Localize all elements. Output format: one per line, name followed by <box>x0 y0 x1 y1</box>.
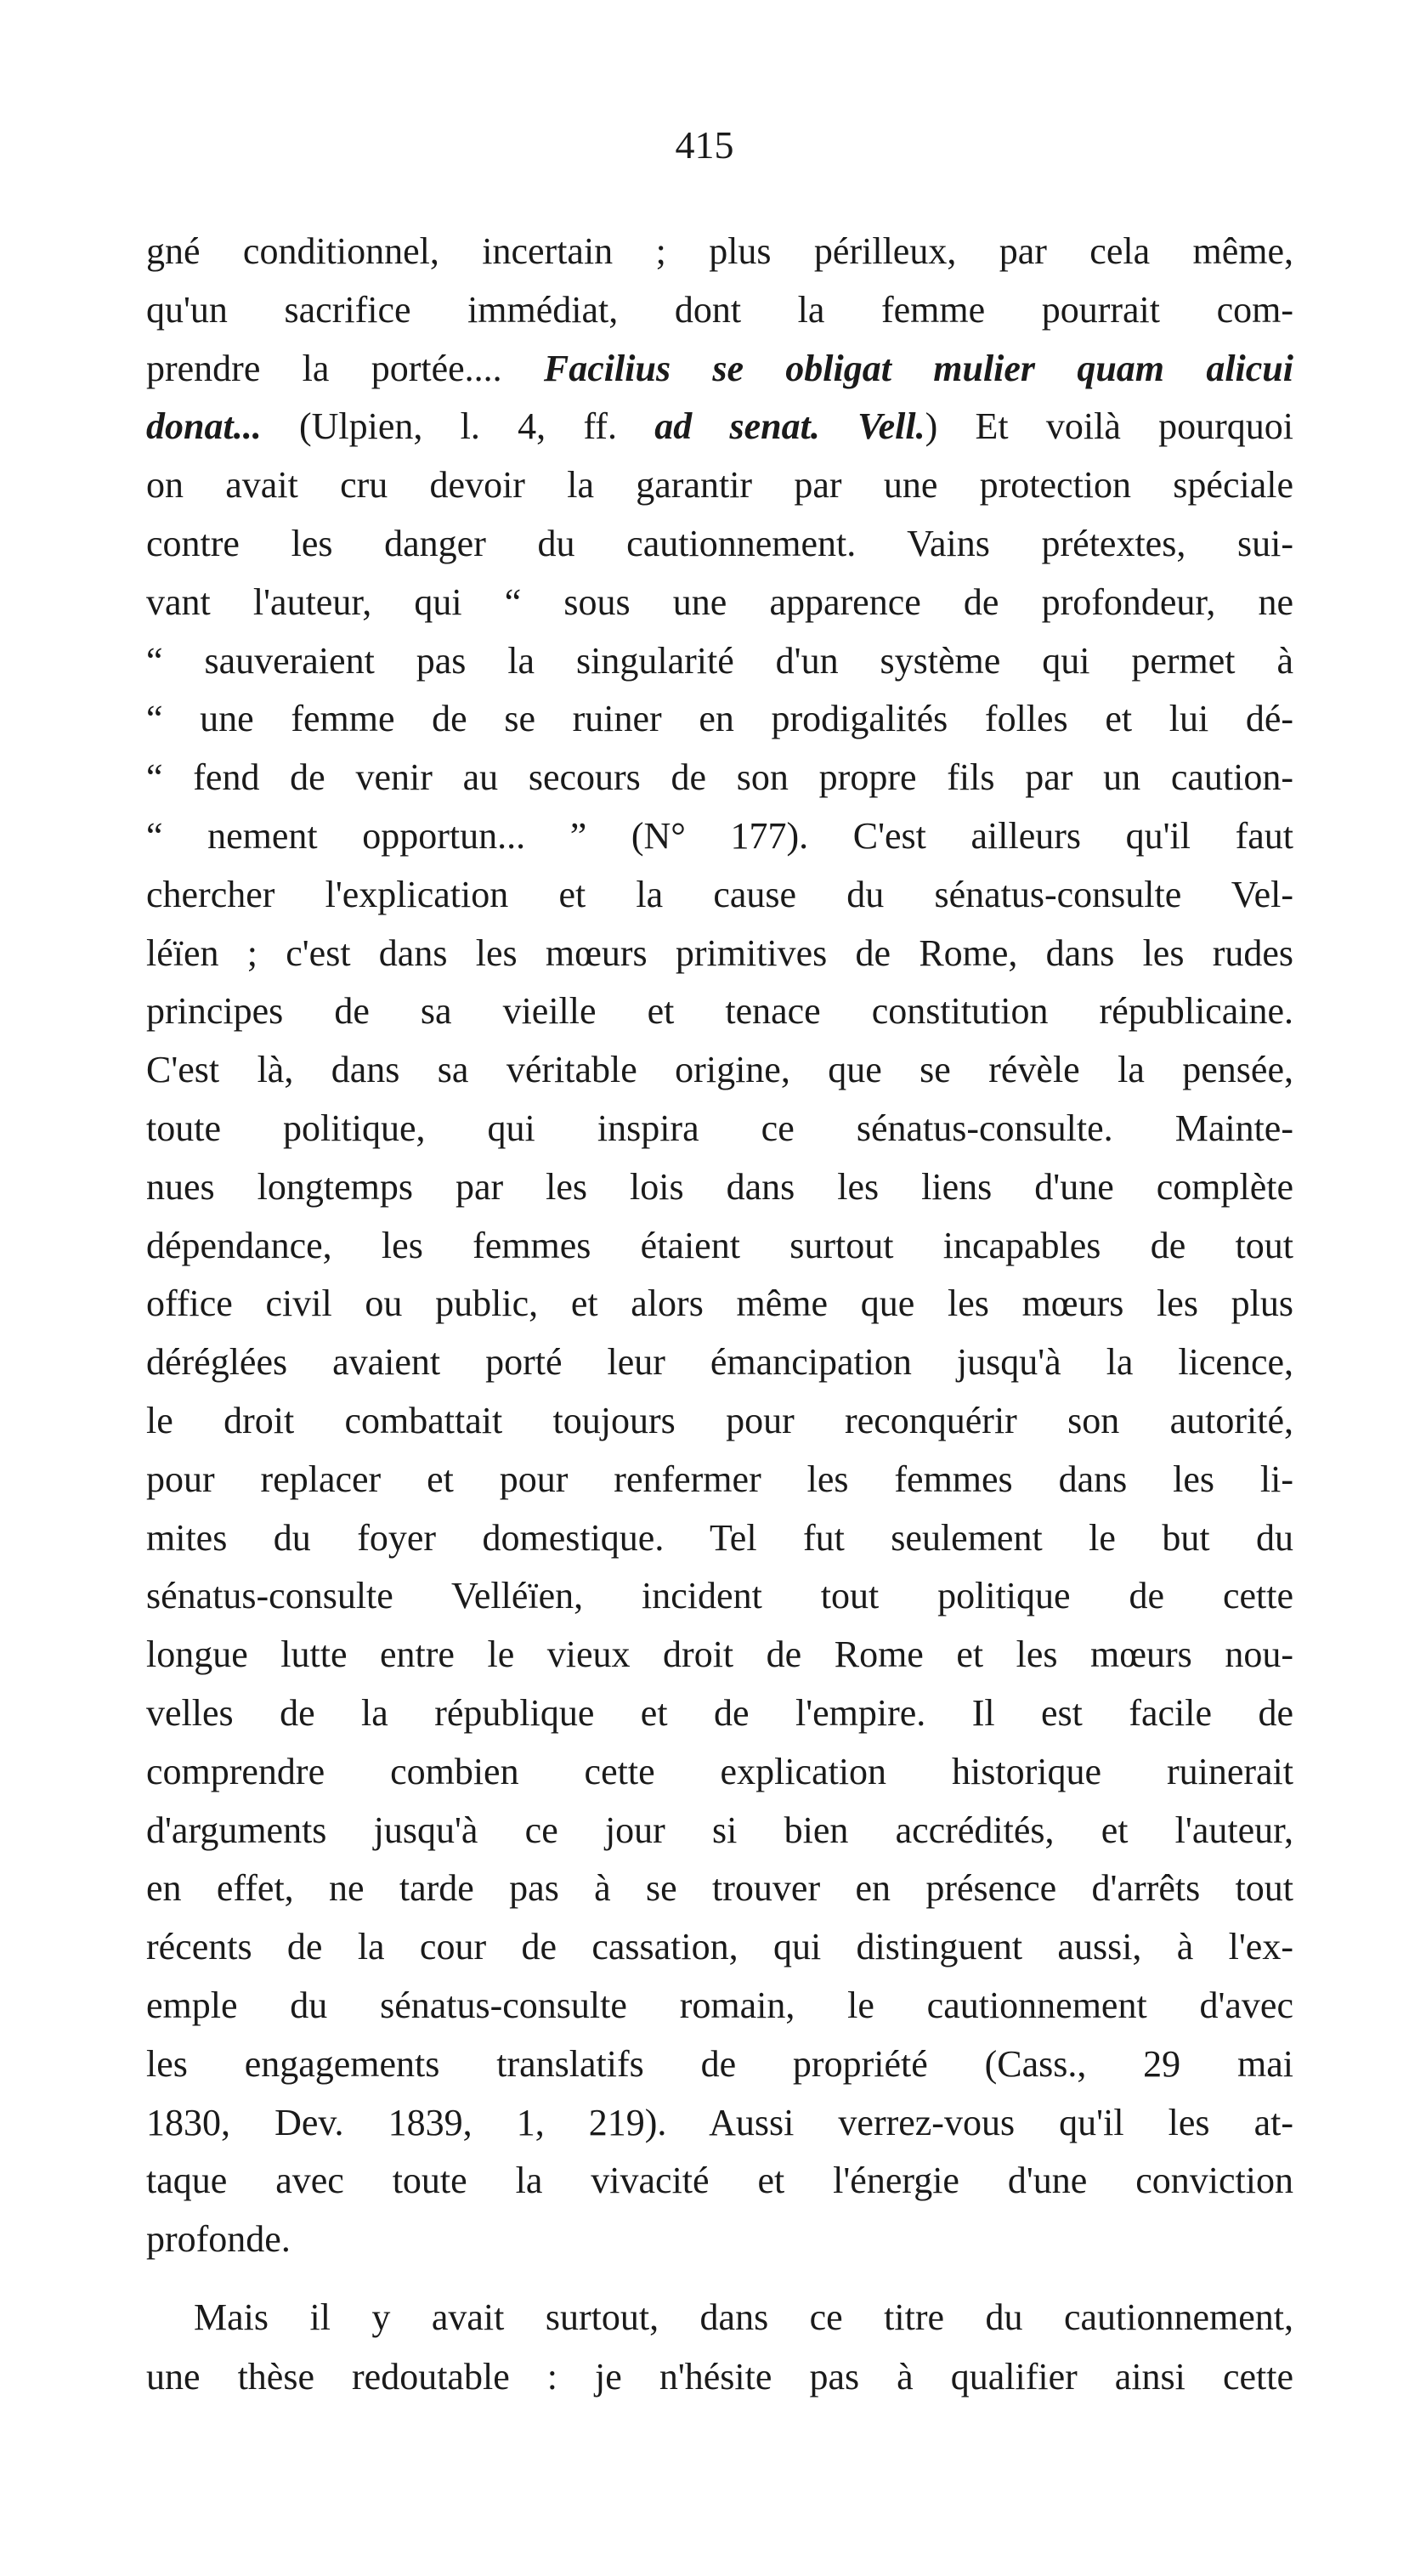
text-line: les engagements translatifs de propriété (Cass., 29 mai <box>146 2042 1293 2085</box>
text-line: velles de la république et de l'empire. Il est facile de <box>146 1691 1293 1734</box>
text-line: taque avec toute la vivacité et l'énergie d'une conviction <box>146 2160 1293 2202</box>
text-line: mites du foyer domestique. Tel fut seulement le but du <box>146 1516 1293 1559</box>
text-line: pour replacer et pour renfermer les femmes dans les li- <box>146 1458 1293 1500</box>
text-line: toute politique, qui inspira ce sénatus-consulte. Mainte- <box>146 1107 1293 1149</box>
text-line: sénatus-consulte Velléïen, incident tout politique de cette <box>146 1575 1293 1617</box>
text-line <box>146 340 1293 399</box>
text-line: on avait cru devoir la garantir par une protection spéciale <box>146 464 1293 507</box>
text-line: 1830, Dev. 1839, 1, 219). Aussi verrez-vous qu'il les at- <box>146 2101 1293 2143</box>
text-line: Mais il y avait surtout, dans ce titre du cautionnement, <box>194 2296 1293 2338</box>
text-line: récents de la cour de cassation, qui distinguent aussi, à l'ex- <box>146 1926 1293 1968</box>
citation-close: ) Et voilà pourquoi <box>925 405 1294 448</box>
latin-quote: Facilius se obligat mulier quam alicui <box>543 347 1293 389</box>
text-line: comprendre combien cette explication historique ruinerait <box>146 1750 1293 1792</box>
text-line: qu'un sacrifice immédiat, dont la femme pourrait com- <box>146 288 1293 331</box>
citation-open: (Ulpien, l. 4, ff. <box>298 405 655 448</box>
text-line: “ nement opportun... ” (N° 177). C'est ailleurs qu'il faut <box>146 814 1293 857</box>
text-line: emple du sénatus-consulte romain, le cautionnement d'avec <box>146 1984 1293 2026</box>
text-line: déréglées avaient porté leur émancipation jusqu'à la licence, <box>146 1341 1293 1384</box>
text-line: nues longtemps par les lois dans les liens d'une complète <box>146 1165 1293 1208</box>
text-line: gné conditionnel, incertain ; plus périlleux, par cela même, <box>146 230 1293 272</box>
text-line: “ sauveraient pas la singularité d'un système qui permet à <box>146 639 1293 682</box>
text-line: C'est là, dans sa véritable origine, que se révèle la pensée, <box>146 1049 1293 1091</box>
text-line: le droit combattait toujours pour reconquérir son autorité, <box>146 1399 1293 1441</box>
text-line: longue lutte entre le vieux droit de Rome et les mœurs nou- <box>146 1633 1293 1676</box>
text-line: d'arguments jusqu'à ce jour si bien accrédités, et l'auteur, <box>146 1809 1293 1851</box>
text-line: une thèse redoutable : je n'hésite pas à qualifier ainsi cette <box>146 2356 1293 2398</box>
latin-quote-end: donat... <box>146 405 299 448</box>
text-fragment: prendre la portée.... <box>146 347 544 389</box>
text-line <box>146 398 1293 456</box>
text-line: “ une femme de se ruiner en prodigalités folles et lui dé- <box>146 698 1293 740</box>
text-line: vant l'auteur, qui “ sous une apparence de profondeur, ne <box>146 580 1293 623</box>
text-line: en effet, ne tarde pas à se trouver en présence d'arrêts tout <box>146 1867 1293 1910</box>
text-line: contre les danger du cautionnement. Vains prétextes, sui- <box>146 522 1293 564</box>
text-line: principes de sa vieille et tenace constitution républicaine. <box>146 990 1293 1033</box>
paragraph-1 <box>146 223 1293 2269</box>
text-line: léïen ; c'est dans les mœurs primitives de Rome, dans les rudes <box>146 931 1293 974</box>
text-line: profonde. <box>146 2218 291 2261</box>
paragraph-2 <box>146 2288 1293 2407</box>
text-line: chercher l'explication et la cause du sénatus-consulte Vel- <box>146 873 1293 915</box>
text-line: office civil ou public, et alors même que les mœurs les plus <box>146 1282 1293 1325</box>
citation-italic: ad senat. Vell. <box>654 405 925 448</box>
text-line: dépendance, les femmes étaient surtout incapables de tout <box>146 1224 1293 1266</box>
page-number: 415 <box>675 123 734 167</box>
text-line: “ fend de venir au secours de son propre fils par un caution- <box>146 756 1293 799</box>
